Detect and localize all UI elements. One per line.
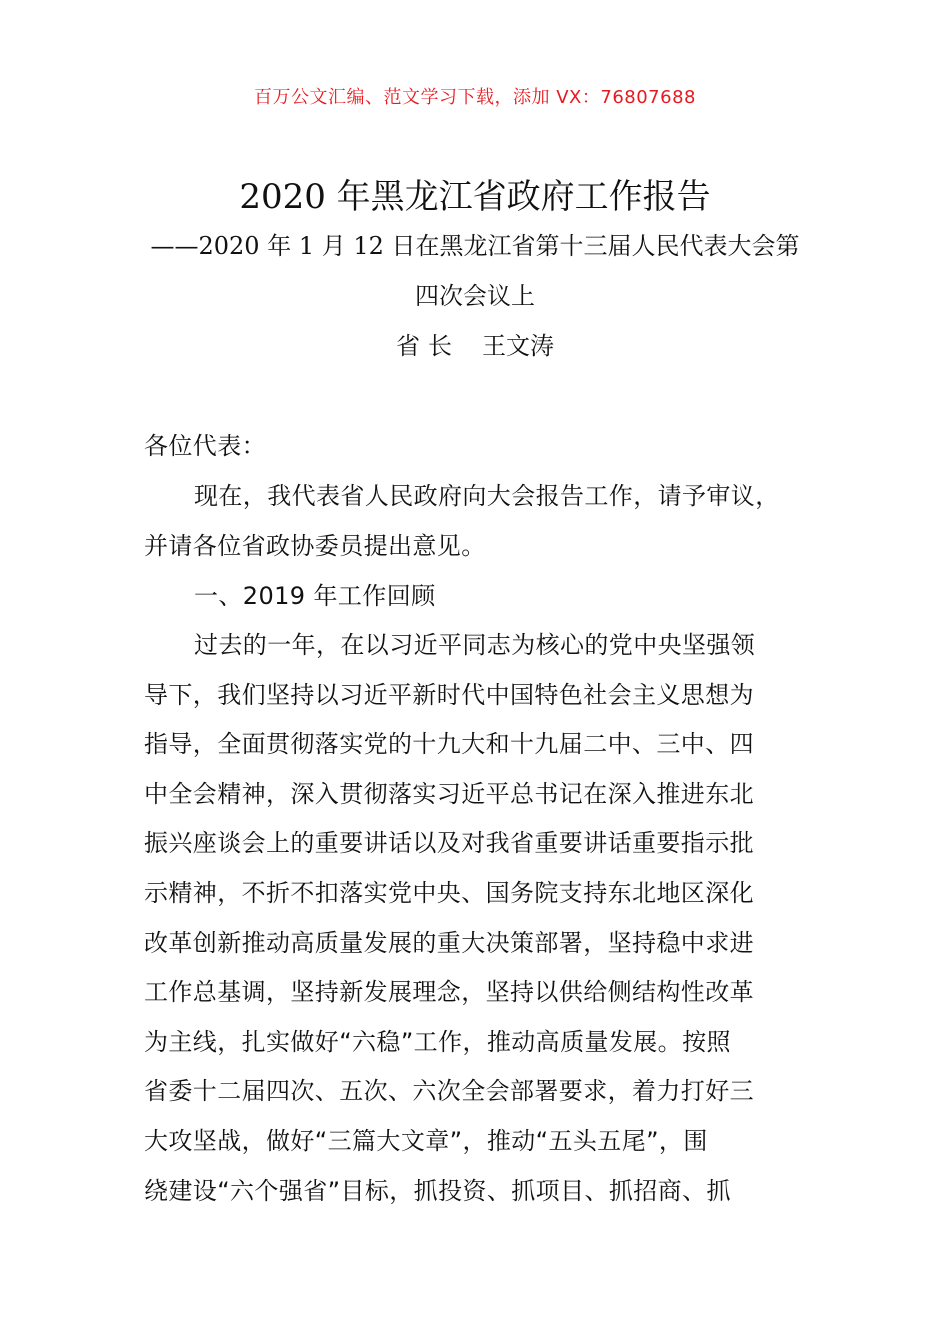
section-heading (144, 572, 834, 622)
paragraph-line: 导下，我们坚持以习近平新时代中国特色社会主义思想为 (144, 680, 754, 709)
author-name: 王文涛 (482, 332, 554, 360)
paragraph-line: 绕建设“六个强省”目标，抓投资、抓项目、抓招商、抓 (144, 1176, 731, 1205)
paragraph-review (144, 621, 834, 1216)
paragraph-line: 大攻坚战，做好“三篇大文章”，推动“五头五尾”，围 (144, 1126, 708, 1155)
paragraph-line: 振兴座谈会上的重要讲话以及对我省重要讲话重要指示批 (144, 829, 754, 858)
paragraph-line: 指导，全面贯彻落实党的十九大和十九届二中、三中、四 (144, 730, 754, 759)
report-title: 2020 年黑龙江省政府工作报告 (239, 177, 711, 217)
paragraph-line: 省委十二届四次、五次、六次全会部署要求，着力打好三 (144, 1077, 754, 1106)
author-role: 省长 (396, 332, 460, 360)
paragraph-line: 为主线，扎实做好“六稳”工作，推动高质量发展。按照 (144, 1027, 731, 1056)
subtitle-line-2: 四次会议上 (415, 282, 535, 310)
paragraph-intro (144, 472, 834, 571)
author-line (0, 326, 950, 366)
promo-banner: 百万公文汇编、范文学习下载，添加 VX：76807688 (254, 87, 696, 108)
paragraph-line: 中全会精神，深入贯彻落实习近平总书记在深入推进东北 (144, 779, 754, 808)
paragraph-line: 工作总基调，坚持新发展理念，坚持以供给侧结构性改革 (144, 978, 754, 1007)
paragraph-line: 并请各位省政协委员提出意见。 (144, 531, 486, 560)
paragraph-line: 过去的一年，在以习近平同志为核心的党中央坚强领 (194, 631, 756, 659)
paragraph-line: 改革创新推动高质量发展的重大决策部署，坚持稳中求进 (144, 928, 754, 957)
paragraph-line: 现在，我代表省人民政府向大会报告工作，请予审议， (194, 482, 780, 510)
section-heading-text: 一、2019 年工作回顾 (194, 582, 436, 610)
subtitle-line-1: ——2020 年 1 月 12 日在黑龙江省第十三届人民代表大会第 (150, 232, 800, 260)
paragraph-line: 示精神，不折不扣落实党中央、国务院支持东北地区深化 (144, 878, 754, 907)
salutation: 各位代表： (144, 432, 266, 460)
